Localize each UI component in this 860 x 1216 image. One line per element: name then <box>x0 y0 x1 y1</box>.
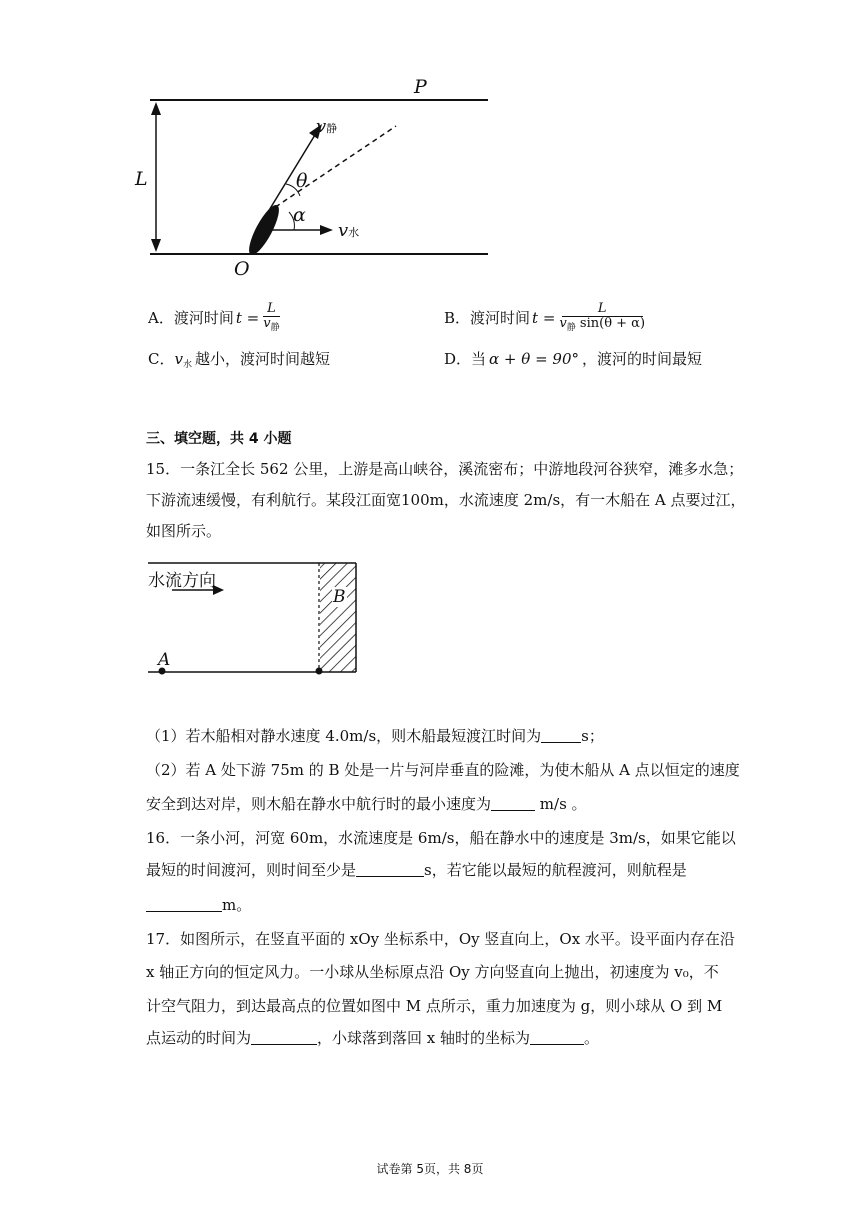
q15-line1: 15．一条江全长 562 公里，上游是高山峡谷，溪流密布；中游地段河谷狭窄，滩多水急； <box>146 460 744 478</box>
option-D: D．当 α + θ = 90° ，渡河的时间最短 <box>444 350 703 368</box>
formula-fraction-B: $\frac{L}{v_静 \sin(\theta + \alpha)}$ <box>559 300 646 333</box>
label-O: O <box>234 258 250 280</box>
formula-fraction-A: $\frac{L}{v_静}$ <box>263 300 280 333</box>
q16-line2: 最短的时间渡河，则时间至少是 s，若它能以最短的航程渡河，则航程是 <box>146 861 687 879</box>
width-arrow-head-down <box>151 239 161 252</box>
q15-sub2-line2: 安全到达对岸，则木船在静水中航行时的最小速度为 m/s 。 <box>146 795 587 813</box>
label-L: L <box>135 168 148 190</box>
label-alpha: α <box>293 204 306 226</box>
point-hazard-dot <box>316 668 323 675</box>
answer-blank[interactable] <box>530 1030 584 1045</box>
q17-line3: 计空气阻力，到达最高点的位置如图中 M 点所示，重力加速度为 g，则小球从 O 到 M <box>146 997 723 1015</box>
hazard-hatched-area <box>320 563 356 672</box>
v-water-arrow-head <box>320 225 333 235</box>
label-B: B <box>333 587 346 607</box>
q17-line1: 17．如图所示，在竖直平面的 xOy 坐标系中，Oy 竖直向上，Ox 水平。设平面内存在沿 <box>146 930 735 948</box>
q15-sub2-line1: （2）若 A 处下游 75m 的 B 处是一片与河岸垂直的险滩，为使木船从 A 点以恒定的速度 <box>146 761 740 779</box>
q15-sub1: （1）若木船相对静水速度 4.0m/s，则木船最短渡江时间为 s； <box>146 727 604 745</box>
option-C: C．$v_水$ 越小，渡河时间越短 <box>148 350 330 370</box>
answer-blank[interactable] <box>541 728 581 743</box>
label-v-still: v静 <box>316 116 338 137</box>
label-P: P <box>414 76 427 98</box>
q17-line2: x 轴正方向的恒定风力。一小球从坐标原点沿 Oy 方向竖直向上抛出，初速度为 v₀，不 <box>146 963 719 981</box>
option-B: B．渡河时间 t = $\frac{L}{v_静 \sin(\theta + \alpha)}$ <box>444 300 646 333</box>
river-crossing-diagram <box>0 0 860 290</box>
q15-line3: 如图所示。 <box>146 522 222 540</box>
v-still-arrow <box>268 130 318 212</box>
label-theta: θ <box>296 170 308 192</box>
q17-line4: 点运动的时间为 ，小球落到落回 x 轴时的坐标为 。 <box>146 1029 600 1047</box>
answer-blank[interactable] <box>146 897 222 912</box>
label-A: A <box>158 650 171 670</box>
option-A: A．渡河时间 t = $\frac{L}{v_静}$ <box>148 300 280 333</box>
q16-line3: m。 <box>146 895 251 915</box>
answer-blank[interactable] <box>491 796 535 811</box>
label-v-water: v水 <box>338 220 360 241</box>
flow-direction-label: 水流方向 <box>148 571 216 591</box>
answer-blank[interactable] <box>251 1030 317 1045</box>
q15-line2: 下游流速缓慢，有利航行。某段江面宽100m，水流速度 2m/s，有一木船在 A 点要过江， <box>146 491 746 509</box>
resultant-dashed-line <box>268 126 396 212</box>
width-arrow-head-up <box>151 102 161 115</box>
answer-blank[interactable] <box>356 862 424 877</box>
q16-line1: 16．一条小河，河宽 60m，水流速度是 6m/s，船在静水中的速度是 3m/s，如果它能以 <box>146 829 736 847</box>
page-footer: 试卷第 5页，共 8页 <box>376 1162 484 1176</box>
section-title: 三、填空题，共 4 小题 <box>146 431 292 447</box>
